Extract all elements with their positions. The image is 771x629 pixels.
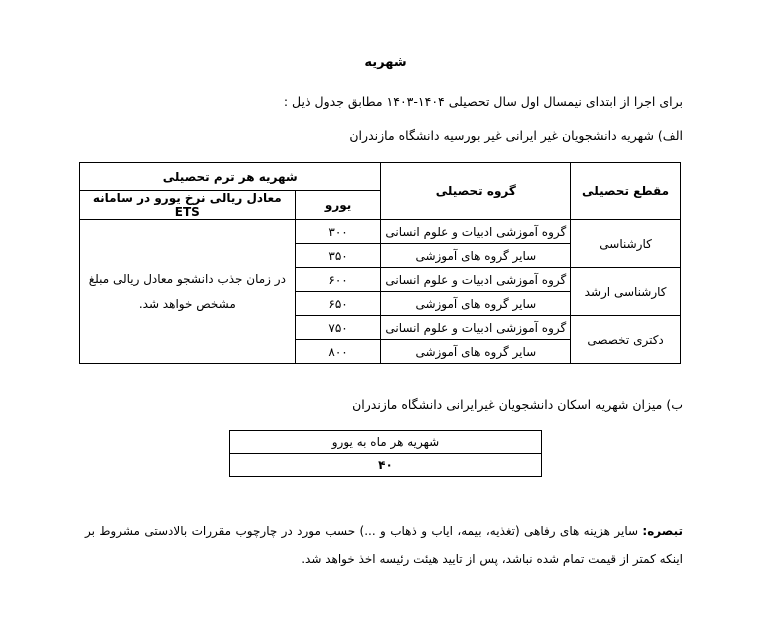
section-b-heading: ب) میزان شهریه اسکان دانشجویان غیرایرانی دانشگاه مازندران [352, 397, 683, 412]
housing-header-cell: شهریه هر ماه به یورو [230, 431, 542, 454]
header-rial: معادل ریالی نرخ یورو در سامانه ETS [80, 191, 296, 220]
euro-cell: ۶۰۰ [295, 268, 381, 292]
note-text: سایر هزینه های رفاهی (تغذیه، بیمه، ایاب و ذهاب و ...) حسب مورد در چارچوب مقررات بالادستی مشروط بر اینکه کمتر از قیمت تمام شده نباشد، پس از تایید هیئت رئیسه اخذ خواهد شد. [85, 524, 683, 566]
table-row [230, 431, 542, 454]
level-cell: دکتری تخصصی [571, 316, 681, 364]
group-cell: سایر گروه های آموزشی [381, 244, 571, 268]
group-cell: گروه آموزشی ادبیات و علوم انسانی [381, 220, 571, 244]
euro-cell: ۳۰۰ [295, 220, 381, 244]
tuition-table [79, 162, 681, 364]
note-paragraph [85, 517, 683, 573]
housing-value-cell: ۴۰ [230, 454, 542, 477]
group-cell: گروه آموزشی ادبیات و علوم انسانی [381, 268, 571, 292]
euro-cell: ۸۰۰ [295, 340, 381, 364]
group-cell: گروه آموزشی ادبیات و علوم انسانی [381, 316, 571, 340]
group-cell: سایر گروه های آموزشی [381, 340, 571, 364]
page-title: شهریه [364, 55, 407, 70]
header-euro: یورو [295, 191, 381, 220]
level-cell: کارشناسی ارشد [571, 268, 681, 316]
euro-cell: ۳۵۰ [295, 244, 381, 268]
intro-paragraph: برای اجرا از ابتدای نیمسال اول سال تحصیلی ۱۴۰۴-۱۴۰۳ مطابق جدول ذیل : [283, 94, 683, 109]
note-label: تبصره: [642, 524, 683, 538]
group-cell: سایر گروه های آموزشی [381, 292, 571, 316]
header-group: گروه تحصیلی [381, 163, 571, 220]
header-level: مقطع تحصیلی [571, 163, 681, 220]
table-row [80, 220, 681, 244]
level-cell: کارشناسی [571, 220, 681, 268]
rial-note-cell: در زمان جذب دانشجو معادل ریالی مبلغ مشخص خواهد شد. [80, 220, 296, 364]
header-tuition: شهریه هر ترم تحصیلی [80, 163, 381, 191]
housing-table [229, 430, 542, 477]
table-row [230, 454, 542, 477]
tuition-table-header-row [80, 163, 681, 191]
section-a-heading: الف) شهریه دانشجویان غیر ایرانی غیر بورسیه دانشگاه مازندران [349, 128, 683, 143]
euro-cell: ۷۵۰ [295, 316, 381, 340]
euro-cell: ۶۵۰ [295, 292, 381, 316]
